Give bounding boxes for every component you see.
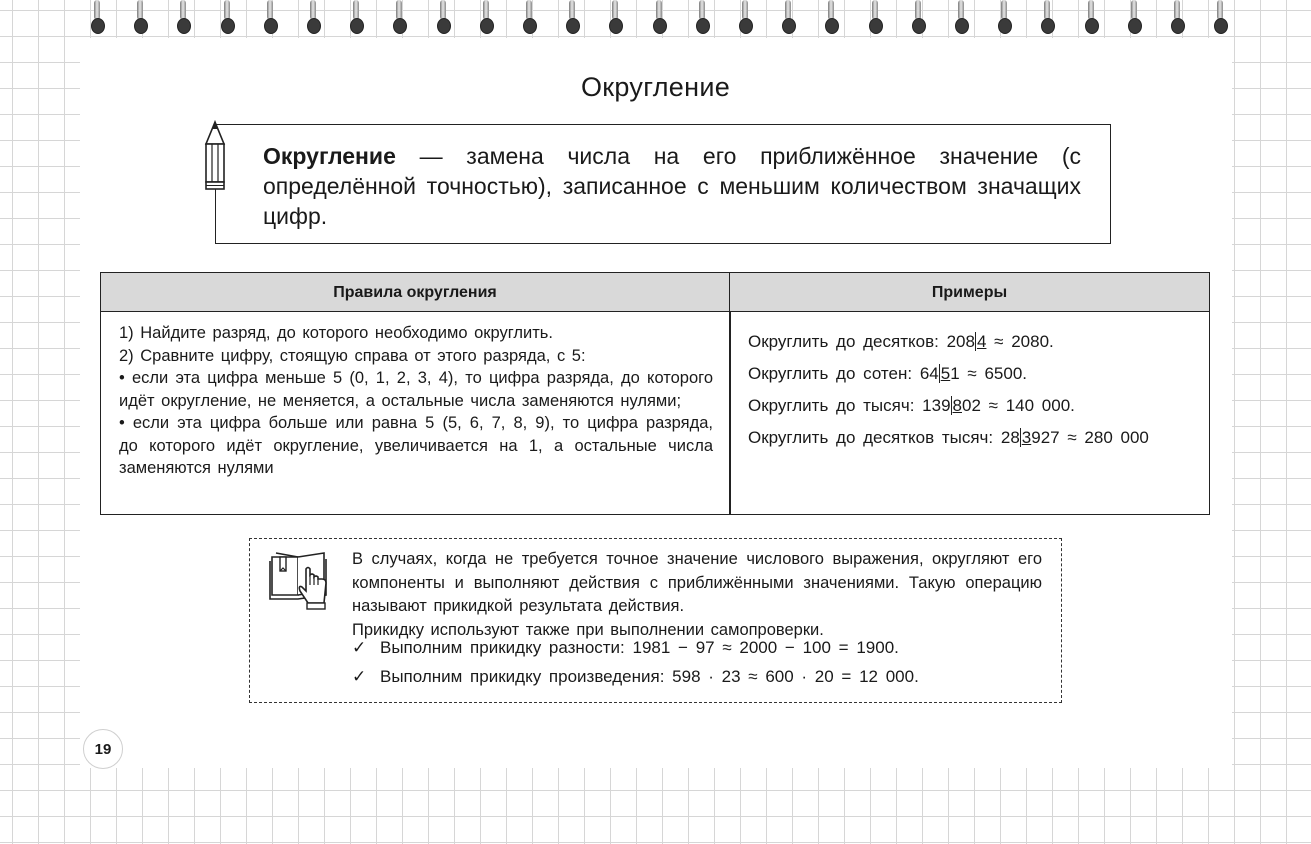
binding-ring <box>349 0 363 34</box>
check-icon: ✓ <box>352 667 367 686</box>
check-label: Выполним прикидку произведения: <box>380 667 665 686</box>
example-result: ≈ 140 000. <box>988 396 1075 415</box>
example-part: 28 <box>1000 428 1020 447</box>
binding-ring <box>911 0 925 34</box>
check-expression: 1981 − 97 ≈ 2000 − 100 = 1900. <box>632 638 899 657</box>
example-item <box>748 422 1203 454</box>
binding-ring <box>608 0 622 34</box>
example-digit: 3 <box>1021 428 1032 447</box>
binding-ring <box>997 0 1011 34</box>
example-item <box>748 326 1203 358</box>
binding-ring <box>824 0 838 34</box>
header-examples: Примеры <box>730 273 1209 312</box>
example-part: 64 <box>919 364 939 383</box>
rule-item: 2) Сравните цифру, стоящую справа от этого разряда, с 5: <box>119 346 586 365</box>
example-result: ≈ 6500. <box>967 364 1028 383</box>
example-label: Округлить до сотен: <box>748 364 913 383</box>
binding-ring <box>738 0 752 34</box>
example-result: ≈ 280 000 <box>1067 428 1149 447</box>
header-rules: Правила округления <box>101 273 730 312</box>
example-part: 208 <box>946 332 975 351</box>
spiral-binding <box>0 0 1311 40</box>
example-number <box>920 364 960 383</box>
note-text <box>352 548 1042 642</box>
check-label: Выполним прикидку разности: <box>380 638 625 657</box>
definition-box <box>215 124 1111 244</box>
example-item <box>748 390 1203 422</box>
binding-ring <box>392 0 406 34</box>
example-number <box>947 332 987 351</box>
binding-ring <box>522 0 536 34</box>
binding-ring <box>220 0 234 34</box>
binding-ring <box>652 0 666 34</box>
rules-table <box>100 272 1210 515</box>
definition-term: Округление <box>263 143 396 169</box>
binding-ring <box>436 0 450 34</box>
pencil-icon <box>199 120 231 196</box>
binding-ring <box>565 0 579 34</box>
note-paragraph: Прикидку используют также при выполнении самопроверки. <box>352 620 824 639</box>
page-number: 19 <box>83 729 123 769</box>
book-hand-icon <box>268 549 332 611</box>
example-part: 139 <box>922 396 951 415</box>
binding-ring <box>133 0 147 34</box>
binding-ring <box>781 0 795 34</box>
rule-item: 1) Найдите разряд, до которого необходимо округлить. <box>119 324 553 342</box>
check-item <box>352 667 919 687</box>
example-label: Округлить до десятков тысяч: <box>748 428 994 447</box>
binding-ring <box>1213 0 1227 34</box>
example-digit: 8 <box>952 396 962 415</box>
binding-ring <box>263 0 277 34</box>
example-result: ≈ 2080. <box>994 332 1054 351</box>
example-digit: 5 <box>940 364 951 383</box>
example-item <box>748 358 1203 390</box>
example-label: Округлить до десятков: <box>748 332 939 351</box>
binding-ring <box>1127 0 1141 34</box>
examples-list <box>748 326 1203 454</box>
rule-item: • если эта цифра меньше 5 (0, 1, 2, 3, 4), то цифра разряда, до которого идёт округление, не меняется, а остальные числа заменяются нулями; <box>119 369 713 410</box>
page-title: Округление <box>580 72 731 102</box>
rule-item: • если эта цифра больше или равна 5 (5, 6, 7, 8, 9), то цифра разряда, до которого идёт округление, увеличивается на 1, а остальные числа заменяются нулями <box>119 414 713 477</box>
example-digit: 4 <box>976 332 987 351</box>
binding-ring <box>695 0 709 34</box>
rules-list <box>119 322 713 480</box>
binding-ring <box>90 0 104 34</box>
example-number <box>1001 428 1060 447</box>
definition-text <box>263 141 1081 231</box>
binding-ring <box>1170 0 1184 34</box>
binding-ring <box>479 0 493 34</box>
binding-ring <box>1040 0 1054 34</box>
check-item <box>352 638 899 658</box>
example-part: 1 <box>950 364 960 383</box>
binding-ring <box>1084 0 1098 34</box>
check-icon: ✓ <box>352 638 367 657</box>
check-expression: 598 · 23 ≈ 600 · 20 = 12 000. <box>672 667 919 686</box>
binding-ring <box>868 0 882 34</box>
binding-ring <box>306 0 320 34</box>
example-label: Округлить до тысяч: <box>748 396 915 415</box>
note-paragraph: В случаях, когда не требуется точное значение числового выражения, округляют его компоненты и выполняют действия с приближёнными значениями. Такую операцию называют прикидкой результата действия. <box>352 550 1042 615</box>
example-number <box>922 396 981 415</box>
example-part: 02 <box>962 396 981 415</box>
example-part: 927 <box>1031 428 1060 447</box>
definition-body: — замена числа на его приближённое значение (с определённой точностью), записанное с меньшим количеством значащих цифр. <box>263 143 1081 229</box>
binding-ring <box>176 0 190 34</box>
column-divider <box>729 311 731 514</box>
binding-ring <box>954 0 968 34</box>
